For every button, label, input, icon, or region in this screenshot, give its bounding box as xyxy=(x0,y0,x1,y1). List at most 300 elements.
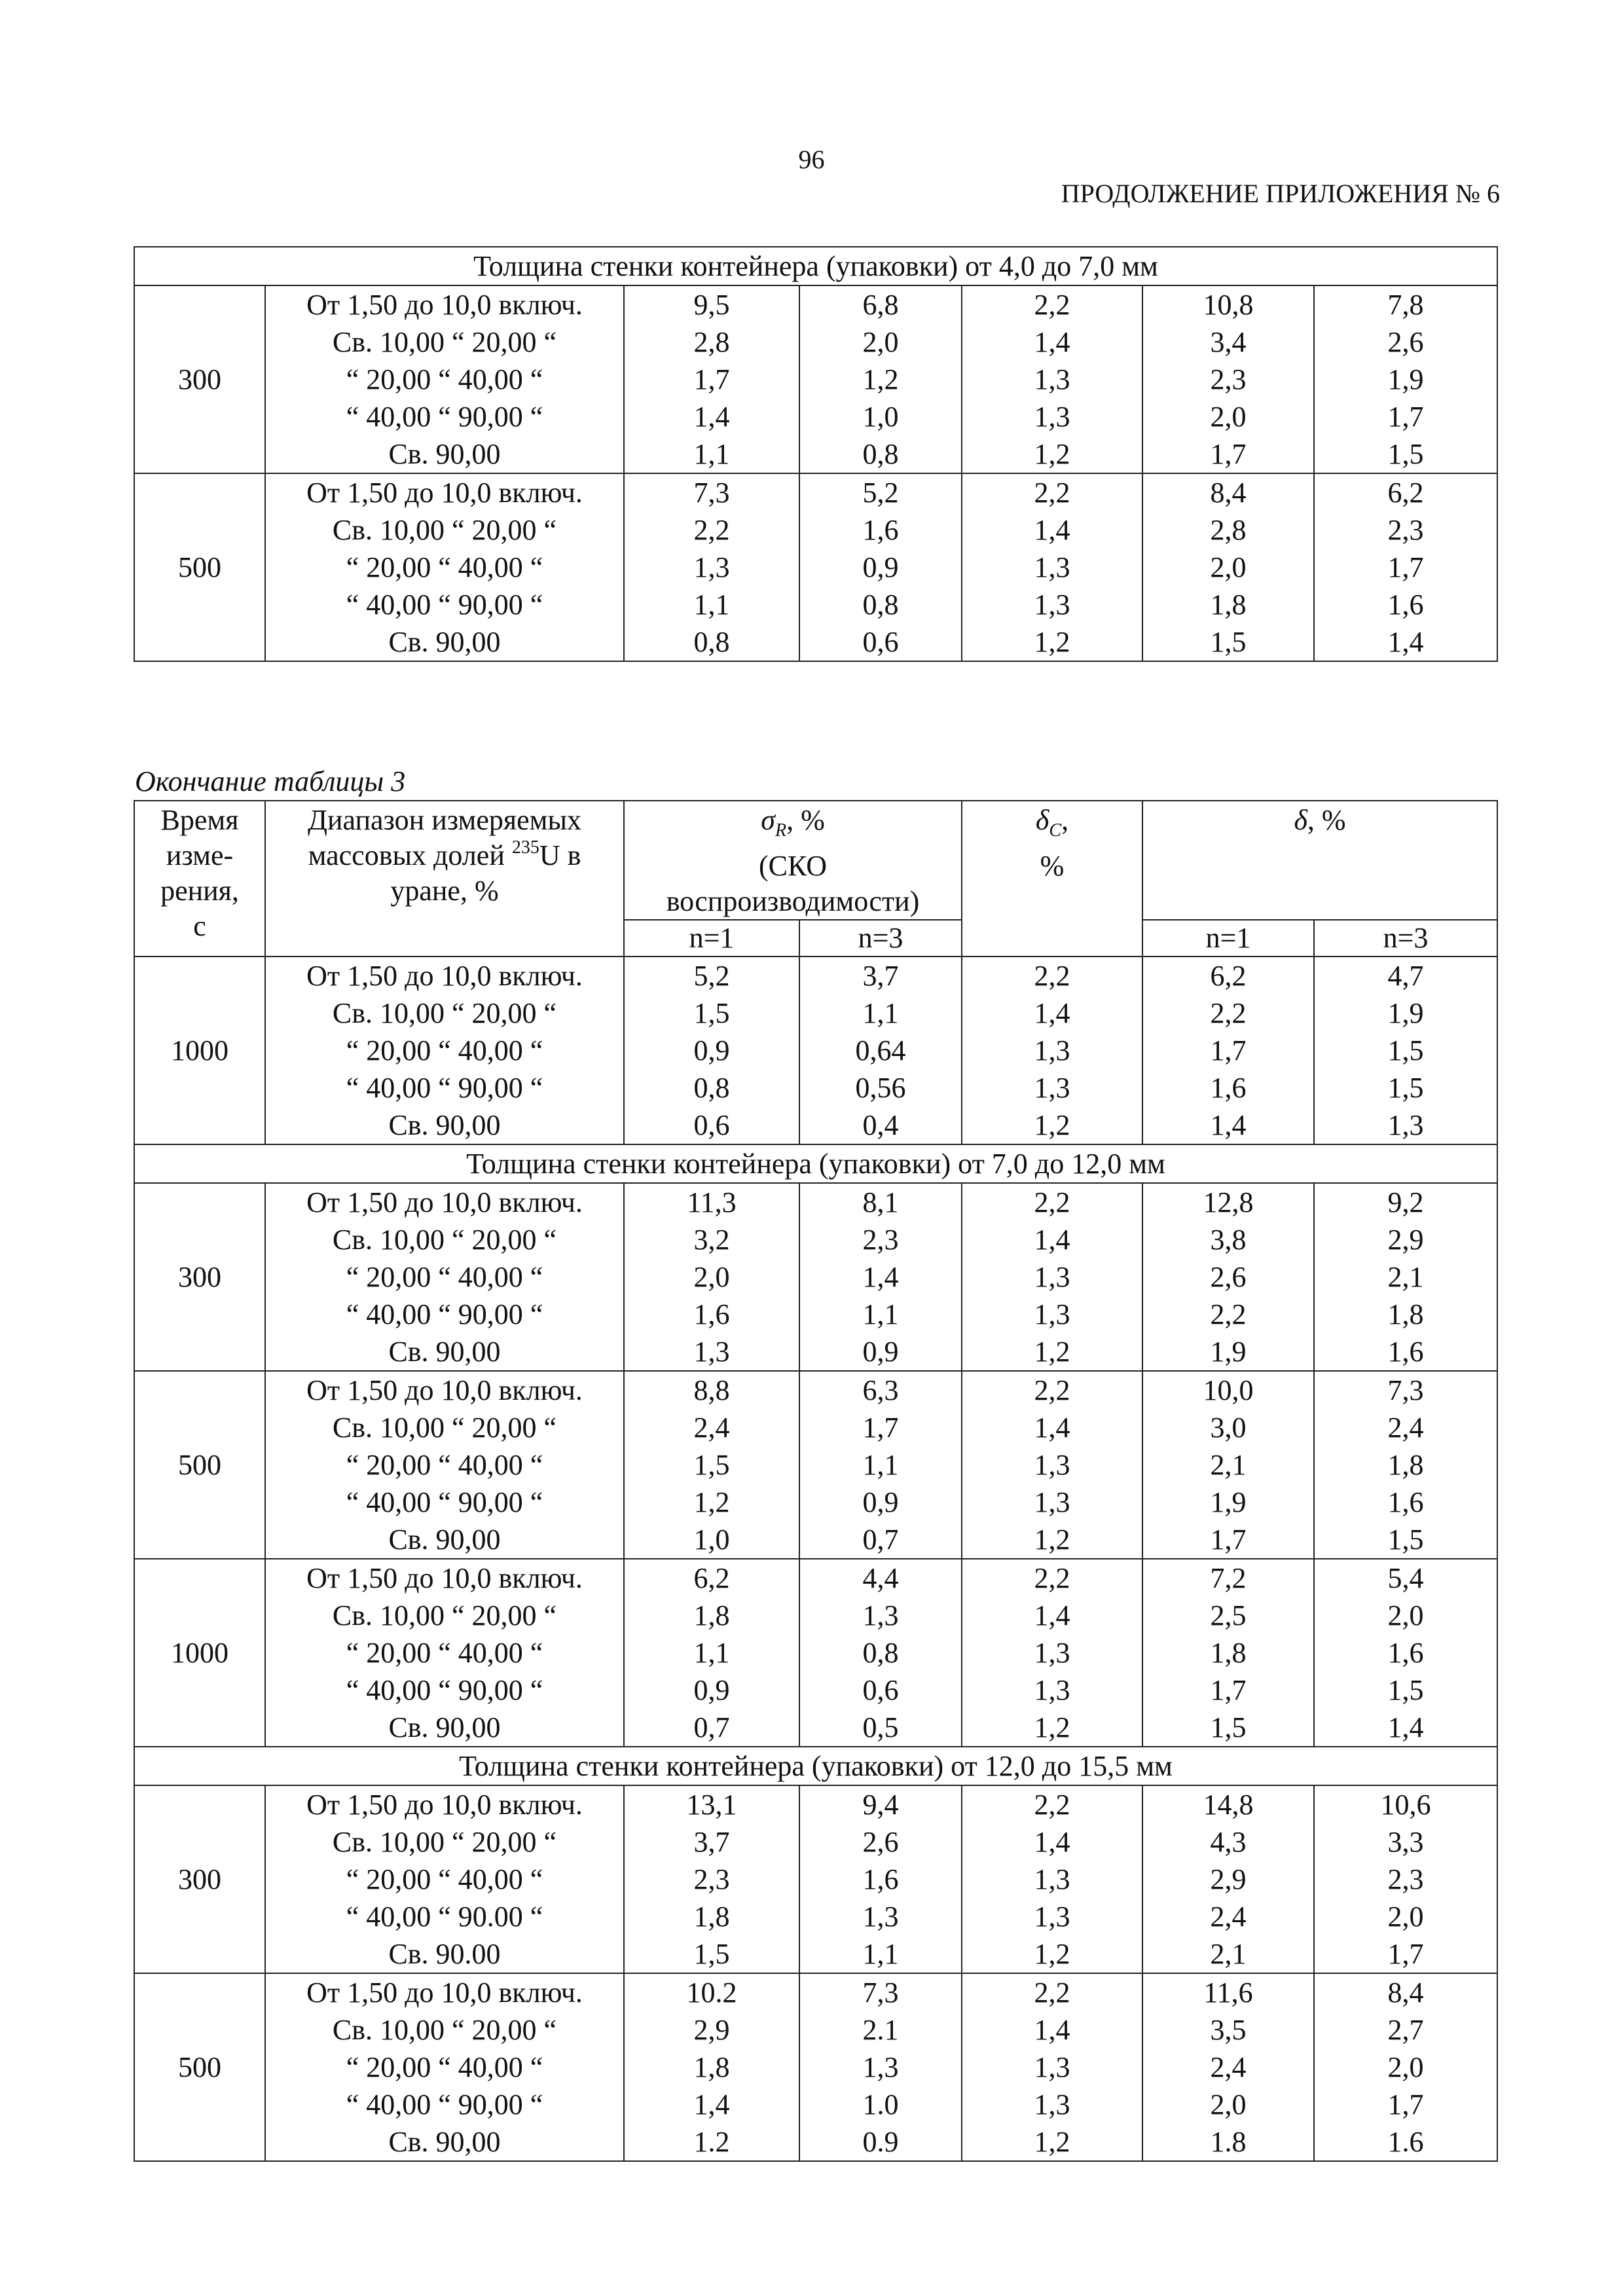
cell-value: 1,4 xyxy=(1034,1411,1070,1444)
time-cell: 1000 xyxy=(134,1559,265,1747)
delta-c-cell xyxy=(962,473,1142,661)
header-time-line: Время xyxy=(160,804,239,836)
cell-value: 1,3 xyxy=(1034,1448,1070,1481)
cell-value: 1,5 xyxy=(1387,1071,1424,1104)
section-row xyxy=(134,247,1497,285)
cell-value: “ 40,00 “ 90,00 “ xyxy=(346,1673,543,1706)
cell-value: 1,7 xyxy=(1387,401,1424,433)
cell-value: 1,7 xyxy=(1210,1034,1247,1066)
cell-value: 1,7 xyxy=(1387,2088,1424,2121)
header-delta-n1: n=1 xyxy=(1142,920,1314,957)
cell-value: 1,4 xyxy=(693,401,730,433)
cell-value: 2,3 xyxy=(1210,363,1247,395)
sigma-n1-cell xyxy=(624,1785,799,1973)
sigma-tail: , % xyxy=(786,804,825,836)
cell-value: 1,7 xyxy=(1387,1937,1424,1970)
cell-value: 1,2 xyxy=(1034,1335,1070,1368)
cell-value: 1,1 xyxy=(693,1636,730,1669)
cell-value: 1,1 xyxy=(862,1298,899,1330)
cell-value: 2,5 xyxy=(1210,1599,1247,1631)
cell-value: Св. 10,00 “ 20,00 “ xyxy=(332,514,557,546)
deltac-tail: , xyxy=(1061,804,1069,836)
cell-value: 2,2 xyxy=(1210,1298,1247,1330)
cell-value: 1,8 xyxy=(693,1900,730,1933)
cell-value: 1,1 xyxy=(862,996,899,1029)
header-row-1 xyxy=(134,801,1497,920)
cell-value: 1,5 xyxy=(693,996,730,1029)
cell-value: 1,3 xyxy=(693,551,730,583)
range-cell xyxy=(265,473,624,661)
delta-c-cell xyxy=(962,1183,1142,1371)
cell-value: 2,2 xyxy=(693,514,730,546)
cell-value: 0,7 xyxy=(693,1711,730,1743)
cell-value: Св. 10,00 “ 20,00 “ xyxy=(332,1599,557,1631)
cell-value: “ 20,00 “ 40,00 “ xyxy=(346,1863,543,1895)
cell-value: 1,9 xyxy=(1387,363,1424,395)
sigma-n3-cell xyxy=(799,473,962,661)
cell-value: 10,6 xyxy=(1380,1788,1431,1821)
header-time-line: с xyxy=(193,910,206,942)
cell-value: 1,1 xyxy=(693,438,730,470)
cell-value: 2,3 xyxy=(1387,514,1424,546)
cell-value: 0,5 xyxy=(862,1711,899,1743)
cell-value: От 1,50 до 10,0 включ. xyxy=(306,959,583,992)
cell-value: 1,8 xyxy=(1387,1298,1424,1330)
cell-value: 0,7 xyxy=(862,1523,899,1556)
header-deltac-line: % xyxy=(1040,849,1065,882)
cell-value: 1,6 xyxy=(862,514,899,546)
cell-value: 1,3 xyxy=(693,1335,730,1368)
delta-n1-cell xyxy=(1142,1371,1314,1559)
header-sigma-line: воспроизводимости) xyxy=(666,884,920,917)
delta-c-cell xyxy=(962,285,1142,473)
header-range-text: массовых долей xyxy=(308,839,512,871)
cell-value: 1,3 xyxy=(1034,2050,1070,2083)
cell-value: 7,8 xyxy=(1387,289,1424,321)
cell-value: 0,8 xyxy=(693,626,730,658)
range-cell xyxy=(265,1559,624,1747)
range-cell xyxy=(265,1183,624,1371)
cell-value: 2,7 xyxy=(1387,2013,1424,2046)
cell-value: 10.2 xyxy=(686,1976,737,2009)
delta-n3-cell xyxy=(1314,1371,1497,1559)
cell-value: 1,4 xyxy=(1034,2013,1070,2046)
cell-value: 1,1 xyxy=(693,589,730,621)
header-sigma-n3: n=3 xyxy=(799,920,962,957)
time-cell: 300 xyxy=(134,1785,265,1973)
cell-value: 0,56 xyxy=(855,1071,906,1104)
cell-value: 6,8 xyxy=(862,289,899,321)
cell-value: Св. 90,00 xyxy=(388,1108,501,1141)
cell-value: 1,4 xyxy=(1387,626,1424,658)
cell-value: 1,5 xyxy=(1387,1034,1424,1066)
cell-value: 7,3 xyxy=(862,1976,899,2009)
cell-value: 1,3 xyxy=(1034,1863,1070,1895)
cell-value: 4,4 xyxy=(862,1561,899,1594)
delta-symbol: δ xyxy=(1294,804,1307,836)
table-part-1-body xyxy=(134,247,1497,661)
cell-value: 1,4 xyxy=(1034,1223,1070,1256)
cell-value: 0,9 xyxy=(862,551,899,583)
cell-value: 1,8 xyxy=(1210,589,1247,621)
cell-value: 3,4 xyxy=(1210,326,1247,358)
cell-value: 7,3 xyxy=(1387,1374,1424,1406)
cell-value: 2,0 xyxy=(1210,401,1247,433)
group-row xyxy=(134,473,1497,661)
cell-value: 1,3 xyxy=(1034,1636,1070,1669)
cell-value: Св. 10,00 “ 20,00 “ xyxy=(332,1223,557,1256)
group-row xyxy=(134,1785,1497,1973)
header-time-line: рения, xyxy=(160,875,239,907)
cell-value: Св. 90,00 xyxy=(388,626,501,658)
cell-value: 1,3 xyxy=(1034,1298,1070,1330)
cell-value: 3,7 xyxy=(693,1825,730,1858)
cell-value: 2,1 xyxy=(1210,1448,1247,1481)
sigma-n1-cell xyxy=(624,1973,799,2161)
section-title: Толщина стенки контейнера (упаковки) от 7,0 до 12,0 мм xyxy=(134,1144,1497,1183)
cell-value: 1,7 xyxy=(1210,1523,1247,1556)
cell-value: 11,6 xyxy=(1203,1976,1253,2009)
cell-value: 1,5 xyxy=(693,1937,730,1970)
cell-value: 2,6 xyxy=(862,1825,899,1858)
cell-value: “ 40,00 “ 90,00 “ xyxy=(346,1485,543,1518)
sigma-n3-cell xyxy=(799,1973,962,2161)
cell-value: 2,2 xyxy=(1034,289,1070,321)
delta-n1-cell xyxy=(1142,1785,1314,1973)
cell-value: 0,8 xyxy=(862,589,899,621)
cell-value: 1,5 xyxy=(693,1448,730,1481)
cell-value: 2,4 xyxy=(1210,2050,1247,2083)
cell-value: Св. 10,00 “ 20,00 “ xyxy=(332,2013,557,2046)
cell-value: 9,5 xyxy=(693,289,730,321)
delta-n1-cell xyxy=(1142,285,1314,473)
cell-value: 0,9 xyxy=(862,1335,899,1368)
delta-n1-cell xyxy=(1142,957,1314,1144)
cell-value: 1,1 xyxy=(862,1937,899,1970)
group-row xyxy=(134,1559,1497,1747)
cell-value: 1,5 xyxy=(1210,1711,1247,1743)
cell-value: 1,3 xyxy=(862,1599,899,1631)
group-row xyxy=(134,1371,1497,1559)
header-delta-line xyxy=(1143,803,1497,838)
cell-value: 2,6 xyxy=(1387,326,1424,358)
header-delta-c xyxy=(962,801,1142,957)
cell-value: 1.2 xyxy=(693,2125,730,2158)
cell-value: 1,7 xyxy=(693,363,730,395)
header-range-line xyxy=(266,838,623,873)
cell-value: 2,2 xyxy=(1034,1374,1070,1406)
header-range-sup: 235 xyxy=(511,837,539,858)
cell-value: 10,8 xyxy=(1203,289,1254,321)
cell-value: Св. 90,00 xyxy=(388,2125,501,2158)
cell-value: 1,2 xyxy=(1034,2125,1070,2158)
cell-value: 10,0 xyxy=(1203,1374,1254,1406)
cell-value: “ 40,00 “ 90.00 “ xyxy=(346,1900,543,1933)
header-range-text: U в xyxy=(539,839,581,871)
cell-value: 1,9 xyxy=(1387,996,1424,1029)
cell-value: 1,3 xyxy=(1034,589,1070,621)
cell-value: 0.9 xyxy=(862,2125,899,2158)
sigma-n3-cell xyxy=(799,1559,962,1747)
cell-value: 1,8 xyxy=(1210,1636,1247,1669)
range-cell xyxy=(265,957,624,1144)
cell-value: 0,6 xyxy=(693,1108,730,1141)
cell-value: “ 20,00 “ 40,00 “ xyxy=(346,1260,543,1293)
continuation-title: ПРОДОЛЖЕНИЕ ПРИЛОЖЕНИЯ № 6 xyxy=(1061,179,1500,208)
cell-value: 1,7 xyxy=(1210,438,1247,470)
cell-value: 1,3 xyxy=(1034,1034,1070,1066)
cell-value: Св. 10,00 “ 20,00 “ xyxy=(332,1411,557,1444)
cell-value: От 1,50 до 10,0 включ. xyxy=(306,1186,583,1218)
cell-value: 1,2 xyxy=(1034,438,1070,470)
cell-value: 2,9 xyxy=(693,2013,730,2046)
delta-c-cell xyxy=(962,1559,1142,1747)
cell-value: 1,3 xyxy=(1034,401,1070,433)
cell-value: 2,0 xyxy=(1387,1599,1424,1631)
cell-value: 1,5 xyxy=(1387,1523,1424,1556)
cell-value: 1,6 xyxy=(1387,1636,1424,1669)
cell-value: 1,2 xyxy=(1034,1523,1070,1556)
cell-value: 2,2 xyxy=(1034,477,1070,509)
cell-value: 1,2 xyxy=(1034,1711,1070,1743)
cell-value: 2,2 xyxy=(1034,1976,1070,2009)
cell-value: От 1,50 до 10,0 включ. xyxy=(306,1788,583,1821)
sigma-n3-cell xyxy=(799,1371,962,1559)
cell-value: Св. 90,00 xyxy=(388,438,501,470)
time-cell: 500 xyxy=(134,1973,265,2161)
cell-value: Св. 90,00 xyxy=(388,1523,501,1556)
cell-value: От 1,50 до 10,0 включ. xyxy=(306,477,583,509)
cell-value: 1,7 xyxy=(1210,1673,1247,1706)
header-sigma-line: (СКО xyxy=(758,849,828,882)
sigma-n1-cell xyxy=(624,1559,799,1747)
cell-value: 1,4 xyxy=(1387,1711,1424,1743)
cell-value: 2,4 xyxy=(1210,1900,1247,1933)
header-delta-n3: n=3 xyxy=(1314,920,1497,957)
cell-value: 13,1 xyxy=(686,1788,737,1821)
cell-value: 0,64 xyxy=(855,1034,906,1066)
delta-c-cell xyxy=(962,1973,1142,2161)
cell-value: 1,3 xyxy=(1034,2088,1070,2121)
cell-value: 1,7 xyxy=(862,1411,899,1444)
cell-value: 1,7 xyxy=(1387,551,1424,583)
cell-value: 1,3 xyxy=(862,1900,899,1933)
cell-value: 1.8 xyxy=(1210,2125,1247,2158)
cell-value: 2,1 xyxy=(1387,1260,1424,1293)
cell-value: Св. 90,00 xyxy=(388,1335,501,1368)
cell-value: 3,5 xyxy=(1210,2013,1247,2046)
cell-value: 6,2 xyxy=(693,1561,730,1594)
cell-value: 1,3 xyxy=(1034,551,1070,583)
cell-value: 1,4 xyxy=(1034,1825,1070,1858)
cell-value: 5,2 xyxy=(693,959,730,992)
cell-value: 0,8 xyxy=(693,1071,730,1104)
cell-value: 1,3 xyxy=(1034,1673,1070,1706)
cell-value: 0,6 xyxy=(862,626,899,658)
cell-value: 2,0 xyxy=(1210,551,1247,583)
range-cell xyxy=(265,1785,624,1973)
group-row xyxy=(134,1183,1497,1371)
cell-value: 14,8 xyxy=(1203,1788,1254,1821)
cell-value: “ 20,00 “ 40,00 “ xyxy=(346,1636,543,1669)
time-cell: 300 xyxy=(134,1183,265,1371)
cell-value: 2,9 xyxy=(1210,1863,1247,1895)
cell-value: 1.0 xyxy=(862,2088,899,2121)
cell-value: 2,0 xyxy=(1387,1900,1424,1933)
cell-value: 5,4 xyxy=(1387,1561,1424,1594)
cell-value: 11,3 xyxy=(687,1186,737,1218)
cell-value: 1,4 xyxy=(1034,996,1070,1029)
cell-value: “ 20,00 “ 40,00 “ xyxy=(346,551,543,583)
cell-value: Св. 90,00 xyxy=(388,1711,501,1743)
cell-value: 0,9 xyxy=(693,1673,730,1706)
cell-value: 1,2 xyxy=(1034,1108,1070,1141)
cell-value: 1,1 xyxy=(862,1448,899,1481)
cell-value: “ 40,00 “ 90,00 “ xyxy=(346,589,543,621)
range-cell xyxy=(265,1371,624,1559)
cell-value: 2,9 xyxy=(1387,1223,1424,1256)
section-title: Толщина стенки контейнера (упаковки) от 4,0 до 7,0 мм xyxy=(134,247,1497,285)
group-row xyxy=(134,957,1497,1144)
cell-value: 1,3 xyxy=(1034,1260,1070,1293)
cell-value: 1,4 xyxy=(862,1260,899,1293)
time-cell: 500 xyxy=(134,1371,265,1559)
table-part-1 xyxy=(134,246,1498,662)
cell-value: От 1,50 до 10,0 включ. xyxy=(306,1374,583,1406)
cell-value: 5,2 xyxy=(862,477,899,509)
delta-n1-cell xyxy=(1142,1559,1314,1747)
table-caption: Окончание таблицы 3 xyxy=(135,765,406,797)
delta-n3-cell xyxy=(1314,957,1497,1144)
sigma-symbol: σ xyxy=(761,804,775,836)
cell-value: 1,3 xyxy=(1034,1485,1070,1518)
section-title: Толщина стенки контейнера (упаковки) от 12,0 до 15,5 мм xyxy=(134,1747,1497,1785)
cell-value: 2,1 xyxy=(1210,1937,1247,1970)
cell-value: 2,0 xyxy=(1210,2088,1247,2121)
cell-value: Св. 10,00 “ 20,00 “ xyxy=(332,1825,557,1858)
time-cell: 300 xyxy=(134,285,265,473)
cell-value: 2,2 xyxy=(1034,1788,1070,1821)
cell-value: 2,4 xyxy=(1387,1411,1424,1444)
cell-value: 2,2 xyxy=(1034,1561,1070,1594)
header-sigma-line xyxy=(625,803,961,848)
delta-n1-cell xyxy=(1142,1973,1314,2161)
header-range-line: Диапазон измеряемых xyxy=(307,804,582,836)
cell-value: 6,2 xyxy=(1387,477,1424,509)
delta-n1-cell xyxy=(1142,1183,1314,1371)
cell-value: 2,2 xyxy=(1034,959,1070,992)
cell-value: 8,1 xyxy=(862,1186,899,1218)
table-part-2 xyxy=(134,800,1498,2162)
cell-value: 1,8 xyxy=(1387,1448,1424,1481)
range-cell xyxy=(265,285,624,473)
cell-value: 1,6 xyxy=(1387,1335,1424,1368)
cell-value: 1,4 xyxy=(693,2088,730,2121)
cell-value: 9,4 xyxy=(862,1788,899,1821)
cell-value: 1,6 xyxy=(1210,1071,1247,1104)
cell-value: 2,2 xyxy=(1210,996,1247,1029)
time-cell: 1000 xyxy=(134,957,265,1144)
cell-value: 1,6 xyxy=(1387,589,1424,621)
cell-value: 1,4 xyxy=(1210,1108,1247,1141)
cell-value: 3,3 xyxy=(1387,1825,1424,1858)
delta-n3-cell xyxy=(1314,1183,1497,1371)
group-row xyxy=(134,285,1497,473)
cell-value: 4,7 xyxy=(1387,959,1424,992)
cell-value: 9,2 xyxy=(1387,1186,1424,1218)
cell-value: “ 40,00 “ 90,00 “ xyxy=(346,401,543,433)
cell-value: 1,4 xyxy=(1034,1599,1070,1631)
cell-value: 1,3 xyxy=(1034,1071,1070,1104)
deltac-subscript: C xyxy=(1049,820,1062,841)
cell-value: 2,3 xyxy=(862,1223,899,1256)
cell-value: 0,9 xyxy=(693,1034,730,1066)
delta-n3-cell xyxy=(1314,473,1497,661)
cell-value: 2,3 xyxy=(1387,1863,1424,1895)
delta-c-cell xyxy=(962,957,1142,1144)
cell-value: 1,3 xyxy=(1387,1108,1424,1141)
cell-value: 1,5 xyxy=(1387,1673,1424,1706)
table-part-2-body xyxy=(134,957,1497,2161)
cell-value: 1,5 xyxy=(1387,438,1424,470)
cell-value: 12,8 xyxy=(1203,1186,1254,1218)
cell-value: 8,4 xyxy=(1387,1976,1424,2009)
cell-value: От 1,50 до 10,0 включ. xyxy=(306,1561,583,1594)
cell-value: 1,8 xyxy=(693,2050,730,2083)
cell-value: 2,0 xyxy=(1387,2050,1424,2083)
sigma-subscript: R xyxy=(775,820,787,841)
cell-value: 1.6 xyxy=(1387,2125,1424,2158)
cell-value: 2,6 xyxy=(1210,1260,1247,1293)
cell-value: 1,6 xyxy=(693,1298,730,1330)
cell-value: “ 20,00 “ 40,00 “ xyxy=(346,1448,543,1481)
cell-value: 6,3 xyxy=(862,1374,899,1406)
time-cell: 500 xyxy=(134,473,265,661)
sigma-n3-cell xyxy=(799,957,962,1144)
header-sigma-n1: n=1 xyxy=(624,920,799,957)
cell-value: “ 20,00 “ 40,00 “ xyxy=(346,2050,543,2083)
cell-value: 1,4 xyxy=(1034,514,1070,546)
cell-value: 2,2 xyxy=(1034,1186,1070,1218)
cell-value: 8,4 xyxy=(1210,477,1247,509)
cell-value: 0,8 xyxy=(862,1636,899,1669)
delta-n1-cell xyxy=(1142,473,1314,661)
cell-value: 3,7 xyxy=(862,959,899,992)
delta-n3-cell xyxy=(1314,1559,1497,1747)
header-range xyxy=(265,801,624,957)
cell-value: От 1,50 до 10,0 включ. xyxy=(306,1976,583,2009)
cell-value: 1,0 xyxy=(693,1523,730,1556)
cell-value: 2,0 xyxy=(862,326,899,358)
sigma-n3-cell xyxy=(799,285,962,473)
sigma-n3-cell xyxy=(799,1183,962,1371)
cell-value: 2,4 xyxy=(693,1411,730,1444)
group-row xyxy=(134,1973,1497,2161)
header-range-line: уране, % xyxy=(390,875,499,907)
cell-value: 1,2 xyxy=(1034,1937,1070,1970)
header-time xyxy=(134,801,265,957)
cell-value: 0,9 xyxy=(862,1485,899,1518)
cell-value: 4,3 xyxy=(1210,1825,1247,1858)
cell-value: 6,2 xyxy=(1210,959,1247,992)
cell-value: 0,4 xyxy=(862,1108,899,1141)
header-sigma xyxy=(624,801,962,920)
section-row xyxy=(134,1747,1497,1785)
cell-value: 1,2 xyxy=(862,363,899,395)
cell-value: 1,3 xyxy=(1034,1900,1070,1933)
cell-value: 7,2 xyxy=(1210,1561,1247,1594)
cell-value: 1,3 xyxy=(862,2050,899,2083)
